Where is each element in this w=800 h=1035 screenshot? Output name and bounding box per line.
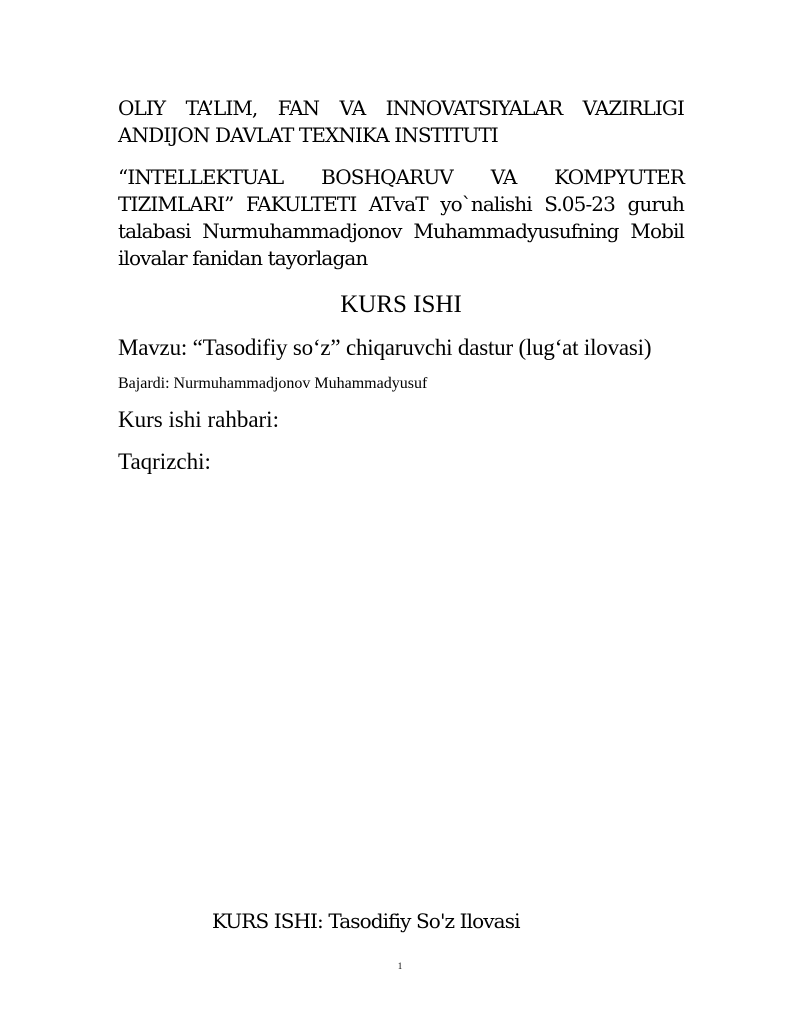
faculty-paragraph bbox=[118, 164, 684, 272]
faculty-line-2: TIZIMLARI” FAKULTETI ATvaT yo`nalishi S.05-23 guruh bbox=[118, 192, 684, 216]
reviewer-line: Taqrizchi: bbox=[118, 449, 211, 474]
page-footer: KURS ISHI: Tasodifiy So'z Ilovasi bbox=[212, 909, 520, 933]
topic-line: Mavzu: “Tasodifiy so‘z” chiqaruvchi dastur (lug‘at ilovasi) bbox=[118, 335, 652, 360]
faculty-line-1: “INTELLEKTUAL BOSHQARUV VA KOMPYUTER bbox=[118, 165, 684, 189]
faculty-line-3: talabasi Nurmuhammadjonov Muhammadyusufning Mobil bbox=[118, 219, 684, 243]
ministry-name: OLIY TA’LIM, FAN VA INNOVATSIYALAR VAZIRLIGI bbox=[118, 96, 684, 120]
supervisor-line: Kurs ishi rahbari: bbox=[118, 407, 279, 432]
faculty-line-4: ilovalar fanidan tayorlagan bbox=[118, 246, 368, 270]
institute-name: ANDIJON DAVLAT TEXNIKA INSTITUTI bbox=[118, 123, 498, 147]
doer-line: Bajardi: Nurmuhammadjonov Muhammadyusuf bbox=[118, 375, 428, 392]
page-number: 1 bbox=[397, 961, 403, 971]
ministry-heading bbox=[118, 95, 684, 149]
document-title: KURS ISHI bbox=[340, 291, 462, 318]
